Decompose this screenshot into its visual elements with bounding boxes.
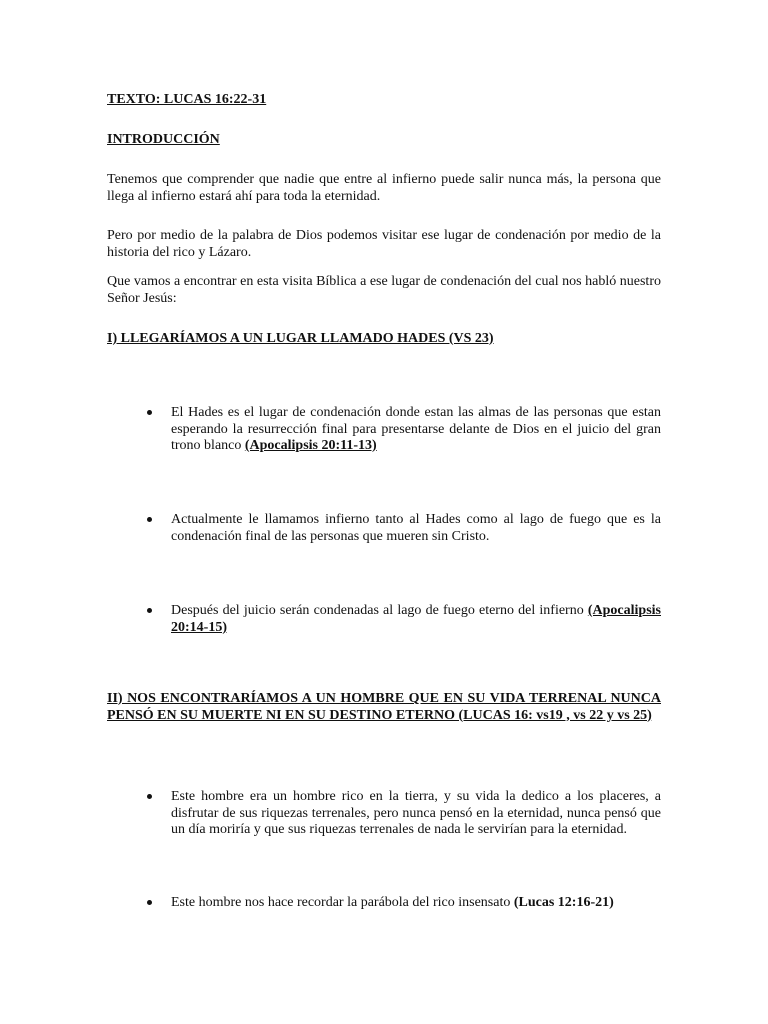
list-item-text: Actualmente le llamamos infierno tanto al Hades como al lago de fuego que es la condenación final de las personas que mueren sin Cristo. bbox=[171, 512, 661, 544]
list-item bbox=[171, 789, 661, 839]
section-1-heading: I) LLEGARÍAMOS A UN LUGAR LLAMADO HADES (VS 23) bbox=[107, 331, 494, 346]
list-item-text: Después del juicio serán condenadas al lago de fuego eterno del infierno bbox=[171, 603, 588, 618]
intro-heading: INTRODUCCIÓN bbox=[107, 132, 220, 147]
paragraph-3: Que vamos a encontrar en esta visita Bíblica a ese lugar de condenación del cual nos habló nuestro Señor Jesús: bbox=[107, 274, 661, 306]
bullet-icon bbox=[147, 410, 152, 415]
document-title: TEXTO: LUCAS 16:22-31 bbox=[107, 92, 267, 107]
list-item bbox=[171, 405, 661, 455]
list-item bbox=[171, 512, 661, 545]
list-item-text: Este hombre nos hace recordar la parábola del rico insensato bbox=[171, 895, 514, 910]
bullet-icon bbox=[147, 608, 152, 613]
scripture-reference: (Lucas 12:16-21) bbox=[513, 895, 614, 910]
list-item bbox=[171, 603, 661, 636]
paragraph-1: Tenemos que comprender que nadie que entre al infierno puede salir nunca más, la persona que llega al infierno estará ahí para toda la eternidad. bbox=[107, 172, 661, 204]
section-2-heading: II) NOS ENCONTRARÍAMOS A UN HOMBRE QUE EN SU VIDA TERRENAL NUNCA PENSÓ EN SU MUERTE NI EN SU DESTINO ETERNO (LUCAS 16: vs19 , vs 22 y vs 25) bbox=[107, 691, 661, 723]
scripture-reference: (Apocalipsis 20:11-13) bbox=[244, 438, 377, 453]
bullet-icon bbox=[147, 900, 152, 905]
list-item bbox=[171, 895, 661, 912]
scripture-reference: (Apocalipsis 20:14-15) bbox=[171, 603, 661, 635]
bullet-icon bbox=[147, 794, 152, 799]
list-item-text: Este hombre era un hombre rico en la tierra, y su vida la dedico a los placeres, a disfrutar de sus riquezas terrenales, pero nunca pensó en la eternidad, nunca pensó que un día moriría y que sus riquezas terrenales de nada le servirían para la eternidad. bbox=[171, 789, 661, 837]
paragraph-2: Pero por medio de la palabra de Dios podemos visitar ese lugar de condenación por medio de la historia del rico y Lázaro. bbox=[107, 228, 661, 260]
bullet-icon bbox=[147, 517, 152, 522]
list-item-text: El Hades es el lugar de condenación donde estan las almas de las personas que estan esperando la resurrección final para presentarse delante de Dios en el juicio del gran trono blanco bbox=[171, 405, 661, 453]
